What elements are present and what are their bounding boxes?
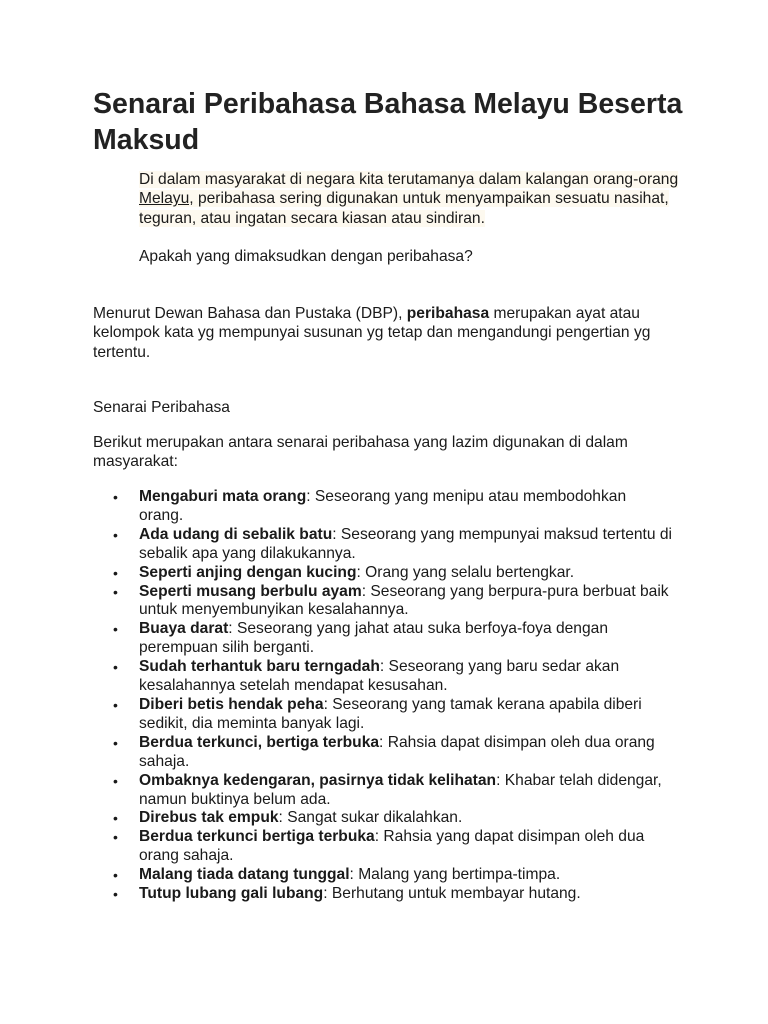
question-paragraph: Apakah yang dimaksudkan dengan peribahasa? xyxy=(139,248,473,266)
proverb-term: Tutup lubang gali lubang xyxy=(139,885,324,903)
proverb-meaning: : Rahsia dapat disimpan oleh dua orang sahaja. xyxy=(139,733,655,770)
proverb-term: Ombaknya kedengaran, pasirnya tidak kelihatan xyxy=(139,771,497,789)
melayu-link[interactable]: Melayu xyxy=(139,190,190,208)
intro-text-end: , peribahasa sering digunakan untuk menyampaikan sesuatu nasihat, teguran, atau ingatan secara kiasan atau sindiran. xyxy=(139,190,669,227)
definition-term: peribahasa xyxy=(406,305,490,322)
bullet-icon: • xyxy=(113,621,118,638)
list-item xyxy=(93,564,673,583)
list-intro-paragraph: Berikut merupakan antara senarai peribahasa yang lazim digunakan di dalam masyarakat: xyxy=(93,434,628,471)
list-item xyxy=(93,488,673,526)
proverb-term: Berdua terkunci, bertiga terbuka xyxy=(139,733,380,751)
bullet-icon: • xyxy=(113,583,118,600)
intro-blockquote xyxy=(139,170,699,267)
proverb-meaning: : Seseorang yang tamak kerana apabila diberi sedikit, dia meminta banyak lagi. xyxy=(139,695,642,732)
proverb-term: Seperti musang berbulu ayam xyxy=(139,582,362,600)
proverb-meaning: : Rahsia yang dapat disimpan oleh dua orang sahaja. xyxy=(139,828,645,865)
proverb-meaning: : Seseorang yang baru sedar akan kesalahannya setelah mendapat kesusahan. xyxy=(139,658,620,695)
list-item xyxy=(93,526,673,564)
proverb-term: Ada udang di sebalik batu xyxy=(139,525,333,543)
proverb-meaning: : Seseorang yang mempunyai maksud tertentu di sebalik apa yang dilakukannya. xyxy=(139,525,673,562)
proverb-meaning: : Khabar telah didengar, namun buktinya belum ada. xyxy=(139,771,662,808)
list-item xyxy=(93,734,673,772)
list-item xyxy=(93,772,673,810)
proverb-term: Diberi betis hendak peha xyxy=(139,695,324,713)
list-item xyxy=(93,809,673,828)
proverb-meaning: : Malang yang bertimpa-timpa. xyxy=(349,866,561,884)
proverb-meaning: : Seseorang yang menipu atau membodohkan orang. xyxy=(139,488,627,524)
proverb-list xyxy=(93,488,673,904)
proverb-meaning: : Sangat sukar dikalahkan. xyxy=(278,809,463,827)
proverb-term: Buaya darat xyxy=(139,620,229,638)
proverb-term: Malang tiada datang tunggal xyxy=(139,866,350,884)
list-item xyxy=(93,885,673,904)
intro-text-start: Di dalam masyarakat di negara kita terutamanya dalam kalangan orang-orang xyxy=(139,171,679,188)
bullet-icon: • xyxy=(113,772,118,789)
proverb-term: Seperti anjing dengan kucing xyxy=(139,563,357,581)
list-item xyxy=(93,583,673,621)
bullet-icon: • xyxy=(113,489,118,505)
bullet-icon: • xyxy=(113,867,118,884)
list-item xyxy=(93,828,673,866)
list-item xyxy=(93,658,673,696)
list-item xyxy=(93,620,673,658)
proverb-meaning: : Berhutang untuk membayar hutang. xyxy=(323,885,581,903)
definition-paragraph xyxy=(93,304,693,362)
bullet-icon: • xyxy=(113,829,118,846)
section-heading: Senarai Peribahasa xyxy=(93,399,230,416)
list-item xyxy=(93,866,673,885)
definition-text-start: Menurut Dewan Bahasa dan Pustaka (DBP), xyxy=(93,305,407,322)
page-title: Senarai Peribahasa Bahasa Melayu Beserta Maksud xyxy=(93,88,683,156)
bullet-icon: • xyxy=(113,526,118,543)
proverb-meaning: : Seseorang yang berpura-pura berbuat baik untuk menyembunyikan kesalahannya. xyxy=(139,582,669,619)
proverb-term: Direbus tak empuk xyxy=(139,809,279,827)
proverb-term: Mengaburi mata orang xyxy=(139,488,307,505)
bullet-icon: • xyxy=(113,564,118,581)
definition-text-end: merupakan ayat atau kelompok kata yg mempunyai susunan yg tetap dan mengandungi pengertian yg tertentu. xyxy=(93,305,651,361)
bullet-icon: • xyxy=(113,734,118,751)
proverb-meaning: : Seseorang yang jahat atau suka berfoya-foya dengan perempuan silih berganti. xyxy=(139,620,608,657)
bullet-icon: • xyxy=(113,886,118,903)
list-item xyxy=(93,696,673,734)
proverb-term: Berdua terkunci bertiga terbuka xyxy=(139,828,375,846)
bullet-icon: • xyxy=(113,696,118,713)
bullet-icon: • xyxy=(113,659,118,676)
proverb-meaning: : Orang yang selalu bertengkar. xyxy=(356,563,575,581)
intro-paragraph xyxy=(139,170,699,228)
bullet-icon: • xyxy=(113,810,118,827)
proverb-term: Sudah terhantuk baru terngadah xyxy=(139,658,380,676)
